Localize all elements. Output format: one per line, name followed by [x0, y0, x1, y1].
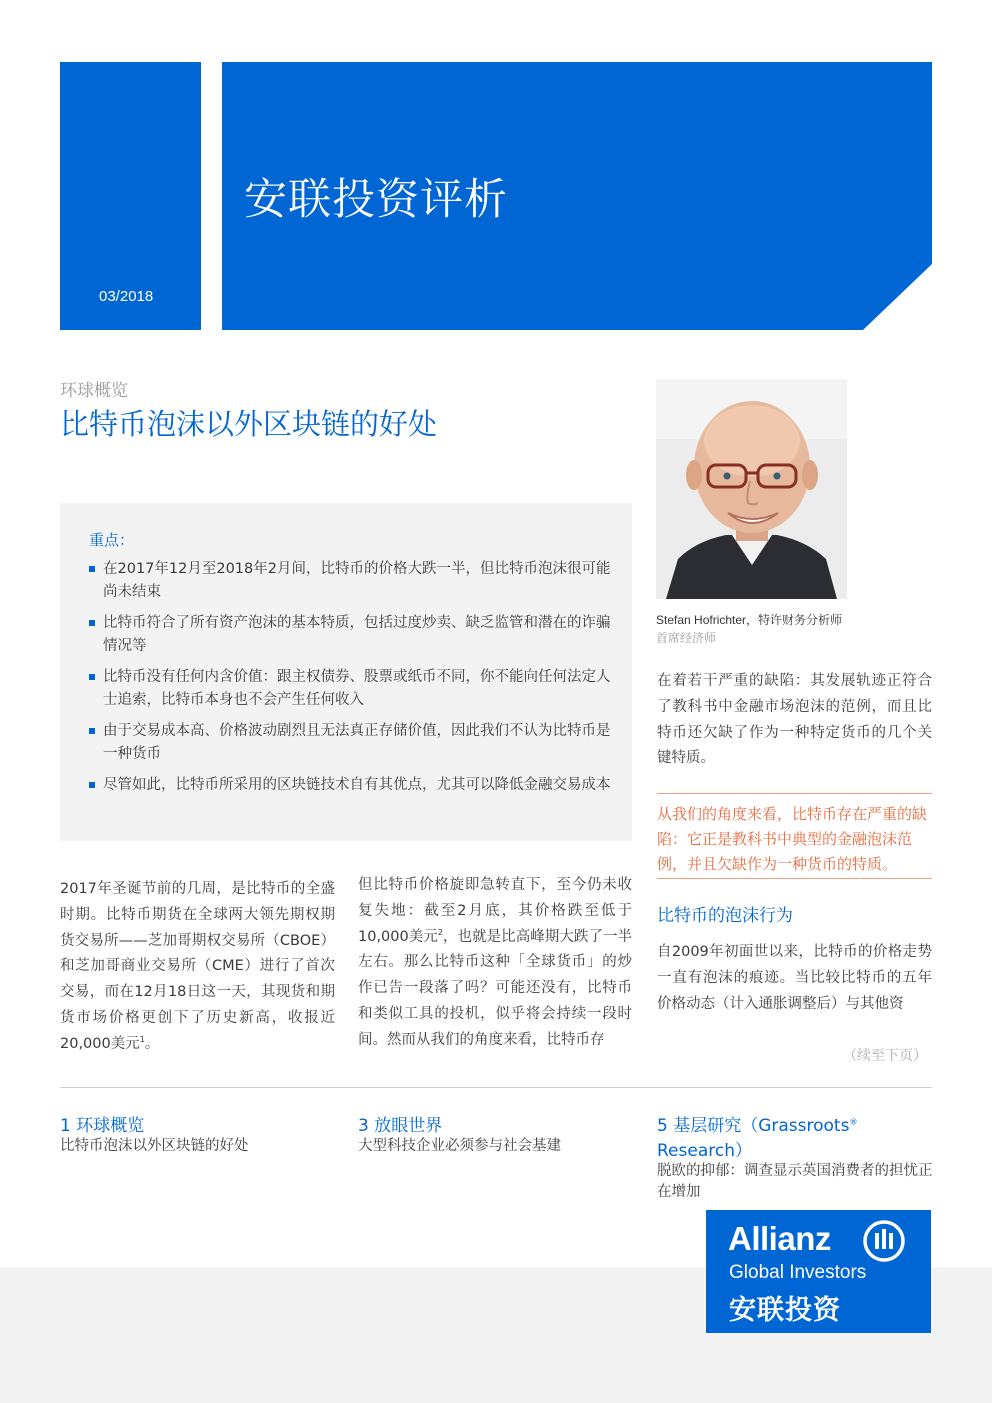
pull-quote: 从我们的角度来看，比特币存在严重的缺陷：它正是教科书中典型的金融泡沫范例，并且欠缺作为一种货币的特质。: [657, 805, 928, 873]
key-points-title: 重点：: [89, 531, 135, 549]
key-point-text: 由于交易成本高、价格波动剧烈且无法真正存储价值，因此我们不认为比特币是一种货币: [103, 723, 611, 762]
body-text: ，也就是比高峰期大跌了一半左右。那么比特币这种「全球货币」的炒作已告一段落了吗？可能还没有，比特币和类似工具的投机，似乎将会持续一段时间。然而从我们的角度来看，比特币存: [358, 928, 632, 1048]
square-bullet-icon: [89, 728, 95, 734]
toc-title-part: Research）: [657, 1141, 752, 1161]
key-point-text: 比特币符合了所有资产泡沫的基本特质，包括过度炒卖、缺乏监管和潜在的诈骗情况等: [103, 615, 611, 654]
logo-chinese: 安联投资: [729, 1295, 841, 1326]
key-point-item: [89, 666, 614, 712]
body-column-1: [60, 877, 335, 1058]
key-points-list: [89, 558, 614, 805]
square-bullet-icon: [89, 782, 95, 788]
issue-date: 03/2018: [99, 288, 154, 305]
toc-item-desc: 大型科技企业必须参与社会基建: [358, 1138, 561, 1154]
author-role: 首席经济师: [656, 631, 717, 645]
author-name: Stefan Hofrichter，特许财务分析师: [656, 613, 843, 627]
toc-item-title: 3 放眼世界: [358, 1116, 443, 1136]
body-text: 2017年圣诞节前的几周，是比特币的全盛时期。比特币期货在全球两大领先期权期货交易所——芝加哥期权交易所（CBOE）和芝加哥商业交易所（CME）进行了首次交易，而在12月18日这一天，其现货和期货市场价格更创下了历史新高，收报近20,000美元: [60, 881, 335, 1052]
author-portrait: [656, 379, 847, 599]
toc-item-1[interactable]: [60, 1111, 340, 1157]
key-point-item: [89, 558, 614, 604]
quote-top-rule: [657, 793, 932, 794]
registered-mark: ®: [849, 1117, 858, 1127]
square-bullet-icon: [89, 674, 95, 680]
publication-title: 安联投资评析: [244, 175, 508, 225]
allianz-eagle-icon: [862, 1219, 906, 1263]
toc-item-3[interactable]: [358, 1111, 638, 1157]
key-point-text: 比特币没有任何内含价值：跟主权债券、股票或纸币不同，你不能向任何法定人士追索，比特币本身也不会产生任何收入: [103, 669, 611, 708]
key-point-item: [89, 774, 614, 797]
subheading: 比特币的泡沫行为: [657, 906, 793, 926]
toc-title-part: 5 基层研究（Grassroots: [657, 1116, 850, 1136]
body-text: 但比特币价格旋即急转直下，至今仍未收复失地：截至2月底，其价格跌至低于10,000美元: [358, 877, 632, 945]
body-column-3: 在着若干严重的缺陷：其发展轨迹正符合了教科书中金融市场泡沫的范例，而且比特币还欠缺了作为一种特定货币的几个关键特质。: [657, 673, 932, 767]
toc-divider: [60, 1087, 932, 1088]
key-point-item: [89, 612, 614, 658]
quote-bottom-rule: [657, 878, 932, 879]
body-column-4: 自2009年初面世以来，比特币的价格走势一直有泡沫的痕迹。当比较比特币的五年价格动态（计入通胀调整后）与其他资: [657, 944, 932, 1012]
key-point-item: [89, 720, 614, 766]
toc-item-5[interactable]: [657, 1111, 947, 1203]
toc-item-desc: 脱欧的抑郁：调查显示英国消费者的担忧正在增加: [657, 1163, 933, 1200]
toc-item-desc: 比特币泡沫以外区块链的好处: [60, 1138, 249, 1154]
body-column-2: [358, 873, 632, 1054]
toc-item-title: [657, 1111, 947, 1161]
toc-item-title: 1 环球概览: [60, 1116, 145, 1136]
continued-note: （续至下页）: [843, 1048, 927, 1064]
square-bullet-icon: [89, 620, 95, 626]
logo-subtitle: Global Investors: [729, 1262, 867, 1283]
square-bullet-icon: [89, 566, 95, 572]
logo-brand: Allianz: [728, 1220, 831, 1257]
article-headline: 比特币泡沫以外区块链的好处: [60, 407, 438, 441]
key-point-text: 在2017年12月至2018年2月间，比特币的价格大跌一半，但比特币泡沫很可能尚未结束: [103, 561, 611, 600]
footnote-ref: 1: [139, 1034, 145, 1044]
body-text-end: 。: [144, 1035, 160, 1052]
footnote-ref: 2: [437, 927, 443, 937]
section-kicker: 环球概览: [60, 381, 128, 401]
key-point-text: 尽管如此，比特币所采用的区块链技术自有其优点，尤其可以降低金融交易成本: [103, 777, 611, 793]
